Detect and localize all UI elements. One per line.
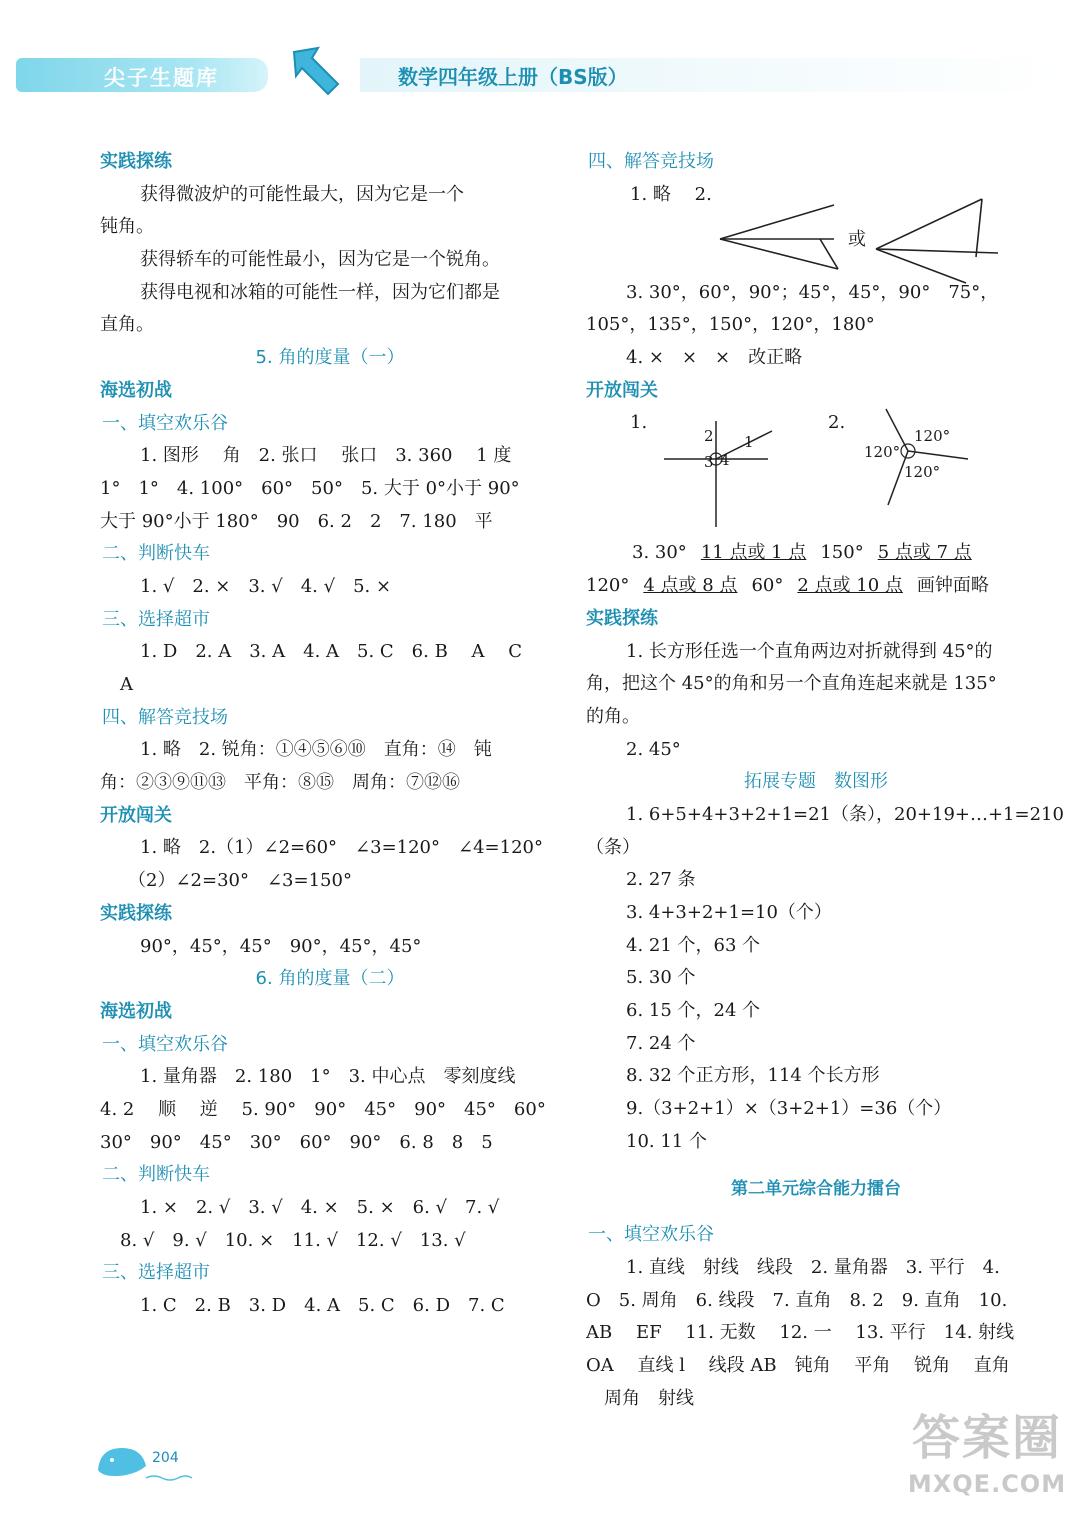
section-heading: 开放闯关 <box>586 379 658 401</box>
section-heading: 实践探练 <box>586 607 658 629</box>
angle-label: 1 <box>744 433 754 452</box>
open-figures-row <box>586 407 1046 537</box>
answer-line: 1. 直线 射线 线段 2. 量角器 3. 平行 4. <box>626 1256 1000 1278</box>
answer-line: 1° 1° 4. 100° 60° 50° 5. 大于 0°小于 90° <box>100 477 520 499</box>
subsection-heading: 四、解答竞技场 <box>102 706 228 728</box>
answer-line: 5. 30 个 <box>626 967 696 989</box>
answer-line: 90°，45°，45° 90°，45°，45° <box>140 935 422 957</box>
answer-line: A <box>120 674 133 695</box>
section-heading: 开放闯关 <box>100 804 172 826</box>
lesson-title: 5. 角的度量（一） <box>255 347 405 369</box>
topic-title: 拓展专题 数图形 <box>744 771 888 793</box>
answer-line: AB EF 11. 无数 12. 一 13. 平行 14. 射线 <box>586 1322 1015 1344</box>
answer-line: 1. C 2. B 3. D 4. A 5. C 6. D 7. C <box>140 1295 505 1317</box>
answer-line: 1. 略 2. 锐角：①④⑤⑥⑩ 直角：⑭ 钝 <box>140 739 492 761</box>
answer-line: 6. 15 个，24 个 <box>626 1000 761 1022</box>
up-left-arrow-icon <box>288 44 344 100</box>
answer-line: 3. 4+3+2+1=10（个） <box>626 902 832 923</box>
angle-figure-a <box>716 199 846 271</box>
answer-line: O 5. 周角 6. 线段 7. 直角 8. 2 9. 直角 10. <box>586 1289 1008 1311</box>
answer-line: 1. √ 2. × 3. √ 4. √ 5. × <box>140 575 392 597</box>
unit-review-title: 第二单元综合能力擂台 <box>731 1178 901 1199</box>
underlined-answer: 2 点或 10 点 <box>797 575 903 597</box>
answer-line: 10. 11 个 <box>626 1130 707 1152</box>
answer-line: 获得微波炉的可能性最大，因为它是一个 <box>140 183 464 205</box>
answer-line: 1. 图形 角 2. 张口 张口 3. 360 1 度 <box>140 445 512 467</box>
figure-number: 2. <box>828 412 846 434</box>
answer-line: 7. 24 个 <box>626 1032 696 1054</box>
clock-answer-line <box>586 537 1046 570</box>
angle-label: 120° <box>914 427 951 446</box>
answer-line: （条） <box>586 836 640 858</box>
answer-line: 4. 2 顺 逆 5. 90° 90° 45° 90° 45° 60° <box>100 1098 546 1120</box>
left-column <box>100 146 560 1323</box>
answer-line: 2. 45° <box>626 738 681 760</box>
answer-line: 8. √ 9. √ 10. × 11. √ 12. √ 13. √ <box>120 1229 466 1251</box>
watermark-logo-text: 答案圈 <box>911 1410 1062 1466</box>
angle-label: 2 <box>704 427 714 446</box>
answer-line: 角：②③⑨⑪⑬ 平角：⑧⑮ 周角：⑦⑫⑯ <box>100 772 460 794</box>
lesson-title: 6. 角的度量（二） <box>255 968 405 990</box>
section-heading: 海选初战 <box>100 379 172 401</box>
or-label: 或 <box>848 228 866 250</box>
answer-line: 直角。 <box>100 314 154 336</box>
answer-line: 的角。 <box>586 705 640 727</box>
angle-drawing-row <box>586 179 1046 277</box>
answer-line: 1. 6+5+4+3+2+1=21（条），20+19+…+1=210 <box>626 803 1064 825</box>
answer-line: 角，把这个 45°的角和另一个直角连起来就是 135° <box>586 673 997 695</box>
answer-line: 105°，135°，150°，120°，180° <box>586 314 875 336</box>
answer-line: 1. 量角器 2. 180 1° 3. 中心点 零刻度线 <box>140 1066 516 1088</box>
answer-line: （2）∠2=30° ∠3=150° <box>128 870 352 892</box>
section-heading: 实践探练 <box>100 902 172 924</box>
angle-label: 3 <box>704 453 714 472</box>
answer-line: 9.（3+2+1）×（3+2+1）=36（个） <box>626 1098 952 1120</box>
answer-line: 1. 略 2. <box>630 183 712 205</box>
intersecting-lines-figure <box>664 417 774 529</box>
answer-line: 8. 32 个正方形，114 个长方形 <box>626 1065 880 1087</box>
answer-line: 4. × × × 改正略 <box>626 347 803 369</box>
answer-line: 获得电视和冰箱的可能性一样，因为它们都是 <box>140 281 500 303</box>
book-subject: 数学四年级上册（BS版） <box>398 65 628 89</box>
section-heading: 实践探练 <box>100 151 172 172</box>
answer-line: 1. 略 2.（1）∠2=60° ∠3=120° ∠4=120° <box>140 837 543 859</box>
answer-line: 2. 27 条 <box>626 869 696 891</box>
answer-line: 3. 30°，60°，90°；45°，45°，90° 75°， <box>626 281 999 303</box>
answer-text: 150° <box>820 542 864 564</box>
watermark <box>902 1408 1072 1528</box>
brand-title: 尖子生题库 <box>104 66 219 90</box>
section-heading: 海选初战 <box>100 1000 172 1022</box>
whale-icon <box>94 1442 194 1482</box>
underlined-answer: 4 点或 8 点 <box>643 575 738 597</box>
three-ray-figure <box>876 407 976 517</box>
answer-text: 3. 30° <box>632 542 687 564</box>
figure-number: 1. <box>630 412 648 434</box>
answer-line: 大于 90°小于 180° 90 6. 2 2 7. 180 平 <box>100 510 493 532</box>
subsection-heading: 一、填空欢乐谷 <box>102 1033 228 1055</box>
answer-text: 120° <box>586 575 630 597</box>
angle-label: 120° <box>904 463 941 482</box>
right-column <box>586 146 1064 1415</box>
subsection-heading: 三、选择超市 <box>102 1262 210 1284</box>
page-number: 204 <box>152 1450 179 1466</box>
angle-label: 120° <box>864 443 901 462</box>
answer-line: 1. D 2. A 3. A 4. A 5. C 6. B A C <box>140 641 523 663</box>
answer-line: 4. 21 个，63 个 <box>626 934 761 956</box>
angle-label: 4 <box>720 451 730 470</box>
clock-answer-line <box>586 570 1046 603</box>
answer-text: 画钟面略 <box>916 575 989 597</box>
answer-line: 钝角。 <box>100 216 154 238</box>
subsection-heading: 一、填空欢乐谷 <box>588 1224 714 1246</box>
answer-line: 30° 90° 45° 30° 60° 90° 6. 8 8 5 <box>100 1131 493 1153</box>
subsection-heading: 四、解答竞技场 <box>588 151 714 172</box>
answer-line: 1. × 2. √ 3. √ 4. × 5. × 6. √ 7. √ <box>140 1197 500 1218</box>
subsection-heading: 二、判断快车 <box>102 543 210 565</box>
answer-line: 1. 长方形任选一个直角两边对折就得到 45°的 <box>626 640 993 662</box>
answer-line: OA 直线 l 线段 AB 钝角 平角 锐角 直角 <box>586 1354 1010 1376</box>
subsection-heading: 二、判断快车 <box>102 1164 210 1186</box>
underlined-answer: 5 点或 7 点 <box>877 542 972 564</box>
answer-line: 周角 射线 <box>604 1387 694 1409</box>
answer-text: 60° <box>751 575 784 597</box>
answer-line: 获得轿车的可能性最小，因为它是一个锐角。 <box>140 249 500 271</box>
underlined-answer: 11 点或 1 点 <box>700 542 807 564</box>
watermark-url: MXQE.COM <box>907 1470 1067 1498</box>
subsection-heading: 三、选择超市 <box>102 608 210 630</box>
angle-figure-b <box>872 193 1002 285</box>
subsection-heading: 一、填空欢乐谷 <box>102 412 228 434</box>
